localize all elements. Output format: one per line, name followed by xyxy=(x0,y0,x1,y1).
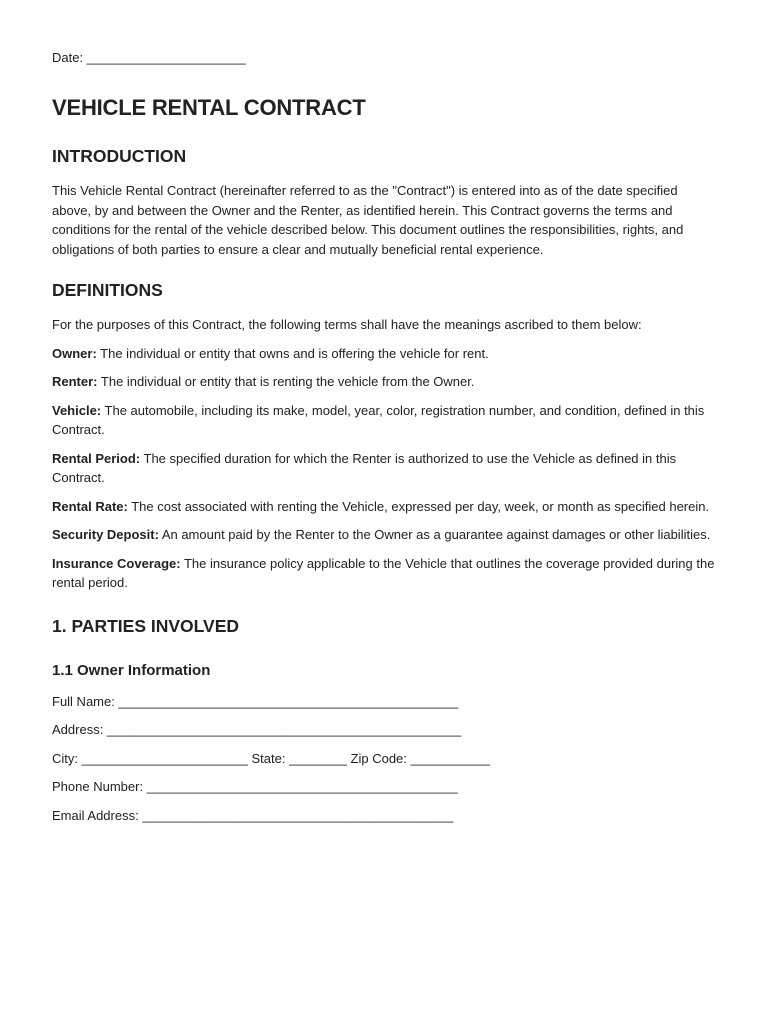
definition-rental-period xyxy=(52,449,718,488)
owner-address-field[interactable]: Address: _________________________________________________ xyxy=(52,722,462,737)
definition-term: Security Deposit: xyxy=(52,527,159,542)
definitions-intro: For the purposes of this Contract, the following terms shall have the meanings ascribed to them below: xyxy=(52,317,642,332)
owner-fields xyxy=(52,692,718,826)
definition-rental-rate xyxy=(52,497,718,517)
parties-heading: 1. PARTIES INVOLVED xyxy=(52,615,240,636)
definition-text: An amount paid by the Renter to the Owner as a guarantee against damages or other liabilities. xyxy=(158,527,711,542)
definition-term: Owner: xyxy=(52,345,97,361)
owner-information-heading: 1.1 Owner Information xyxy=(52,661,211,679)
definition-term: Insurance Coverage: xyxy=(52,555,181,571)
definition-text: The individual or entity that is renting the vehicle from the Owner. xyxy=(97,374,475,389)
definition-text: The automobile, including its make, model, year, color, registration number, and condition, defined in this Contract. xyxy=(52,402,705,437)
definition-term: Renter: xyxy=(52,374,98,389)
definition-insurance-coverage xyxy=(52,554,718,593)
owner-phone-field[interactable]: Phone Number: ___________________________________________ xyxy=(52,779,458,794)
definition-renter xyxy=(52,372,718,392)
definition-text: The cost associated with renting the Vehicle, expressed per day, week, or month as specified herein. xyxy=(127,498,710,514)
definition-vehicle xyxy=(52,401,718,440)
date-line: Date: ______________________ xyxy=(52,50,246,65)
definition-term: Rental Rate: xyxy=(52,498,128,514)
definition-text: The specified duration for which the Renter is authorized to use the Vehicle as defined in this Contract. xyxy=(52,450,677,485)
introduction-text: This Vehicle Rental Contract (hereinafter referred to as the "Contract") is entered into as of the date specified above, by and between the Owner and the Renter, as identified herein. This Contract governs the terms and conditions for the rental of the vehicle described below. This document outlines the responsibilities, rights, and obligations of both parties to ensure a clear and mutually beneficial rental experience. xyxy=(52,183,684,257)
definition-term: Rental Period: xyxy=(52,450,141,466)
definition-security-deposit xyxy=(52,525,718,545)
owner-email-field[interactable]: Email Address: ___________________________________________ xyxy=(52,807,454,823)
definition-text: The insurance policy applicable to the Vehicle that outlines the coverage provided during the rental period. xyxy=(52,555,715,590)
definition-term: Vehicle: xyxy=(52,402,102,418)
owner-city-state-zip-field[interactable]: City: _______________________ State: ________ Zip Code: ___________ xyxy=(52,750,491,766)
definition-owner xyxy=(52,344,718,364)
definitions-heading: DEFINITIONS xyxy=(52,280,163,300)
introduction-heading: INTRODUCTION xyxy=(52,146,187,166)
owner-full-name-field[interactable]: Full Name: _______________________________________________ xyxy=(52,693,459,709)
definition-text: The individual or entity that owns and is offering the vehicle for rent. xyxy=(96,345,489,361)
document-title: VEHICLE RENTAL CONTRACT xyxy=(52,95,366,120)
